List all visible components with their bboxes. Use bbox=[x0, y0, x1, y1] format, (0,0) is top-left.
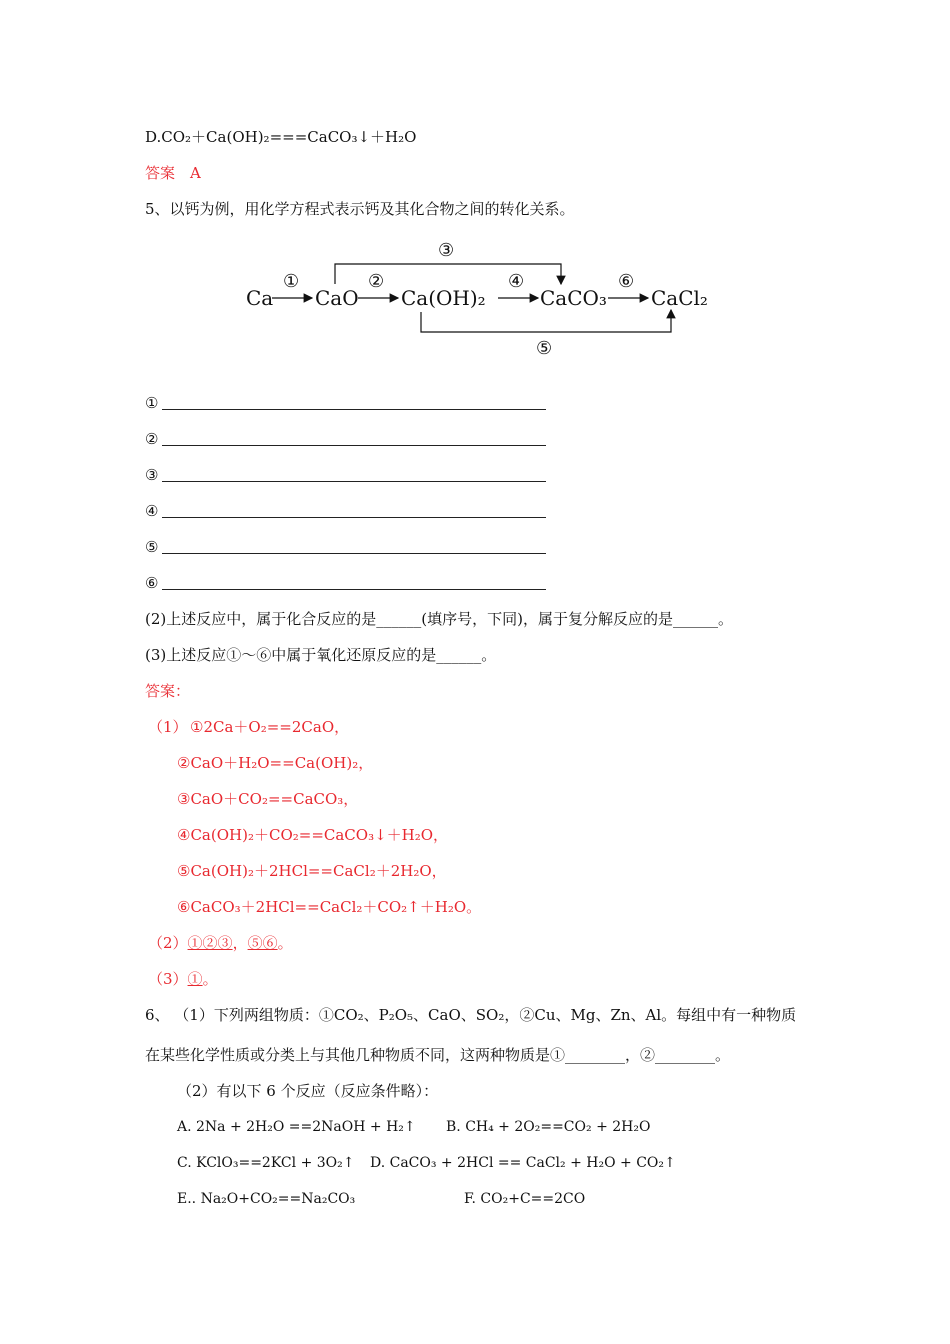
answer-blank-3[interactable] bbox=[162, 481, 546, 482]
answer-1-prefix: （1） bbox=[148, 718, 188, 736]
node-cacl2: CaCl₂ bbox=[651, 286, 708, 310]
question-6-line-2: 在某些化学性质或分类上与其他几种物质不同，这两种物质是①________，②________。 bbox=[145, 1046, 731, 1064]
answer-2-double-decomposition: ⑤⑥ bbox=[247, 934, 278, 952]
step-label-1: ① bbox=[283, 271, 300, 292]
answer-1-eq-3: ③CaO＋CO₂==CaCO₃， bbox=[177, 790, 359, 808]
answer-3 bbox=[148, 968, 218, 990]
question-6-line-1: 6、 （1）下列两组物质：①CO₂、P₂O₅、CaO、SO₂，②Cu、Mg、Zn、Al。每组中有一种物质 bbox=[145, 1006, 797, 1024]
option-d: D. CaCO₃ + 2HCl == CaCl₂ + H₂O + CO₂↑ bbox=[370, 1155, 676, 1171]
answer-1-eq-1: ①2Ca＋O₂==2CaO， bbox=[190, 718, 350, 736]
step-label-4: ④ bbox=[508, 271, 525, 292]
option-b: B. CH₄ + 2O₂==CO₂ + 2H₂O bbox=[446, 1119, 651, 1135]
blank-label-4: ④ bbox=[145, 502, 159, 520]
blank-label-2: ② bbox=[145, 430, 159, 448]
answer-1-eq-6: ⑥CaCO₃＋2HCl==CaCl₂＋CO₂↑＋H₂O。 bbox=[177, 898, 482, 916]
option-d-prev: D.CO₂＋Ca(OH)₂===CaCO₃↓＋H₂O bbox=[145, 128, 417, 146]
prev-answer: 答案 A bbox=[145, 164, 201, 182]
node-cao: CaO bbox=[315, 286, 359, 310]
question-5-sub3: (3)上述反应①～⑥中属于氧化还原反应的是______。 bbox=[145, 646, 497, 664]
answer-2-prefix: （2） bbox=[148, 934, 188, 952]
answer-blank-1[interactable] bbox=[162, 409, 546, 410]
answer-blank-6[interactable] bbox=[162, 589, 546, 590]
answer-3-redox: ① bbox=[187, 970, 203, 988]
step-label-6: ⑥ bbox=[618, 271, 635, 292]
answer-2-sep: ， bbox=[232, 934, 248, 952]
step-label-2: ② bbox=[368, 271, 385, 292]
blank-label-3: ③ bbox=[145, 466, 159, 484]
question-6-sub2: （2）有以下 6 个反应（反应条件略）： bbox=[177, 1082, 439, 1100]
node-ca: Ca bbox=[246, 286, 274, 310]
answer-1-eq-5: ⑤Ca(OH)₂＋2HCl==CaCl₂＋2H₂O， bbox=[177, 862, 447, 880]
answer-2-end: 。 bbox=[277, 934, 293, 952]
step-label-5: ⑤ bbox=[536, 338, 553, 359]
question-5-prompt: 5、以钙为例，用化学方程式表示钙及其化合物之间的转化关系。 bbox=[145, 200, 575, 218]
option-c: C. KClO₃==2KCl + 3O₂↑ bbox=[177, 1155, 355, 1171]
answer-label: 答案： bbox=[145, 682, 191, 700]
arrow-5 bbox=[421, 310, 671, 332]
answer-1-eq-2: ②CaO＋H₂O==Ca(OH)₂， bbox=[177, 754, 374, 772]
option-e: E.. Na₂O+CO₂==Na₂CO₃ bbox=[177, 1191, 356, 1207]
answer-2 bbox=[148, 932, 293, 954]
calcium-conversion-diagram bbox=[240, 234, 720, 364]
answer-3-end: 。 bbox=[202, 970, 218, 988]
question-5-sub2: (2)上述反应中，属于化合反应的是______(填序号，下同)，属于复分解反应的是______。 bbox=[145, 610, 733, 628]
blank-label-1: ① bbox=[145, 394, 159, 412]
node-caoh2: Ca(OH)₂ bbox=[401, 286, 486, 310]
option-a: A. 2Na + 2H₂O ==2NaOH + H₂↑ bbox=[177, 1119, 416, 1135]
answer-blank-2[interactable] bbox=[162, 445, 546, 446]
step-label-3: ③ bbox=[438, 240, 455, 261]
blank-label-5: ⑤ bbox=[145, 538, 159, 556]
answer-3-prefix: （3） bbox=[148, 970, 188, 988]
node-caco3: CaCO₃ bbox=[540, 286, 607, 310]
answer-blank-5[interactable] bbox=[162, 553, 546, 554]
answer-2-combination: ①②③ bbox=[187, 934, 233, 952]
blank-label-6: ⑥ bbox=[145, 574, 159, 592]
answer-blank-4[interactable] bbox=[162, 517, 546, 518]
option-f: F. CO₂+C==2CO bbox=[464, 1191, 586, 1207]
answer-1-eq-4: ④Ca(OH)₂＋CO₂==CaCO₃↓＋H₂O， bbox=[177, 826, 449, 844]
